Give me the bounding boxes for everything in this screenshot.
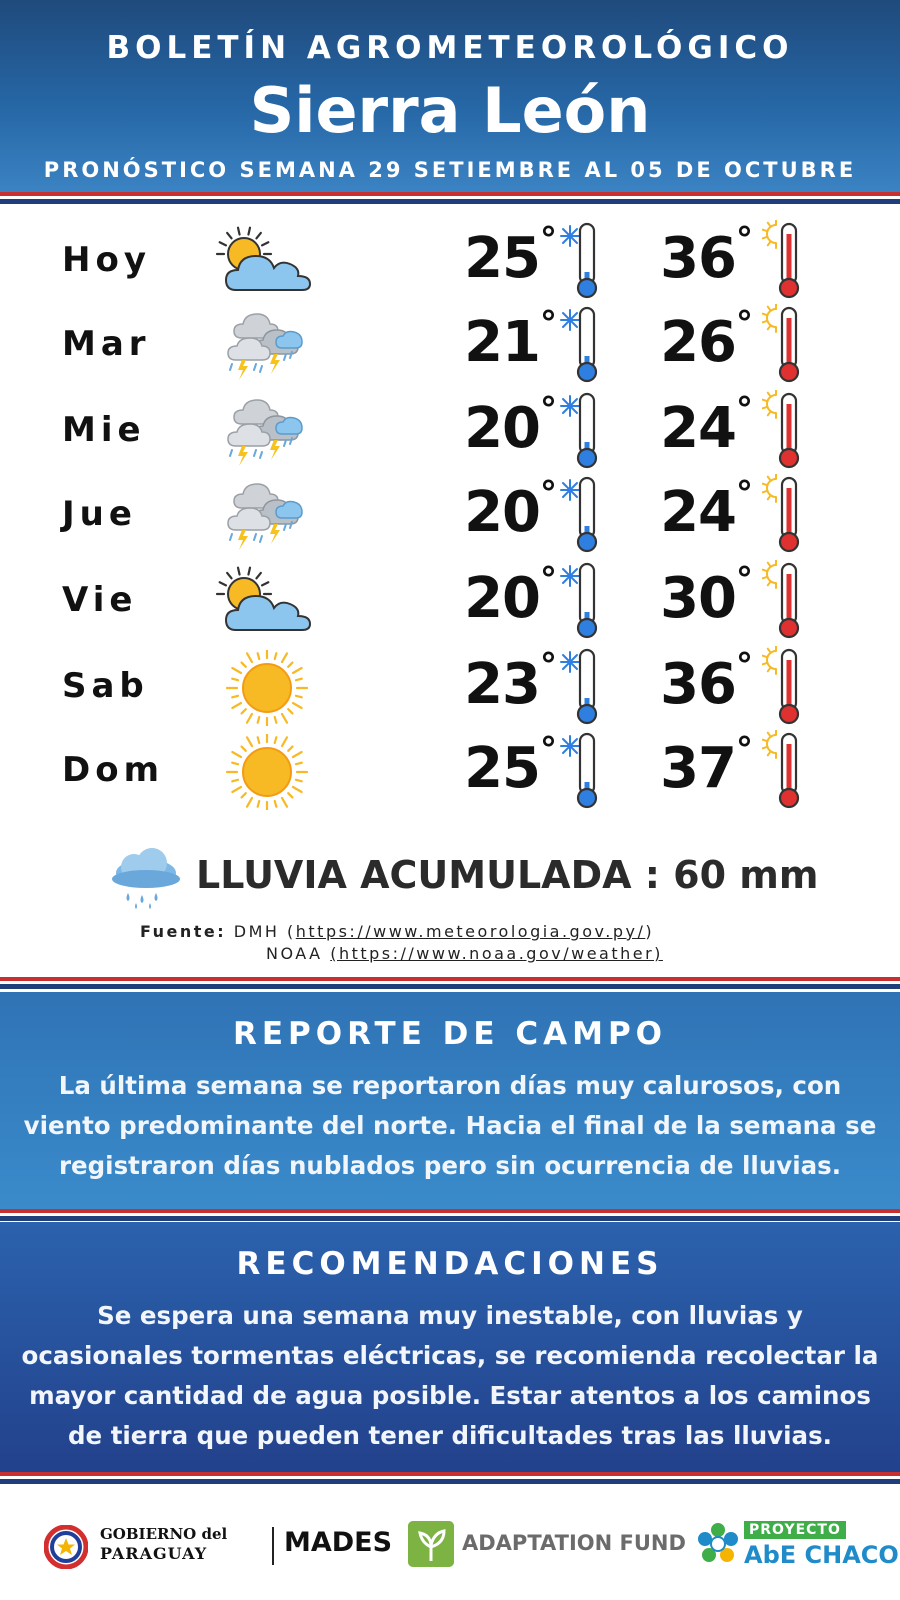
- max-temperature: 30: [660, 566, 736, 631]
- day-label: Mar: [62, 324, 151, 364]
- abe-flower-icon: [696, 1521, 740, 1567]
- cold-thermometer-icon: [560, 390, 610, 470]
- field-report-text: La última semana se reportaron días muy calurosos, con viento predominante del norte. Hacia el final de la semana se registraron días nublados pero sin ocurrencia de lluvias.: [23, 1071, 877, 1180]
- flag-stripe-bottom: [0, 1472, 900, 1484]
- thunderstorm-icon: [212, 394, 322, 470]
- source-line-1: [140, 922, 740, 941]
- max-degree-symbol: °: [736, 220, 753, 260]
- max-degree-symbol: °: [736, 304, 753, 344]
- min-degree-symbol: °: [540, 220, 557, 260]
- logo-divider: [272, 1527, 274, 1565]
- min-degree-symbol: °: [540, 474, 557, 514]
- min-temperature: 21: [464, 310, 540, 375]
- min-degree-symbol: °: [540, 304, 557, 344]
- hot-thermometer-icon: [762, 220, 812, 300]
- adaptation-fund-logo: [408, 1513, 686, 1573]
- rain-cloud-icon: [106, 847, 186, 911]
- rain-summary: [100, 845, 819, 915]
- forecast-row: [0, 474, 900, 556]
- adaptation-fund-icon: [408, 1521, 454, 1567]
- abe-chaco-text: AbE CHACO: [744, 1541, 899, 1569]
- mades-text: MADES: [284, 1527, 393, 1558]
- adaptation-fund-text: ADAPTATION FUND: [462, 1531, 686, 1555]
- cold-thermometer-icon: [560, 220, 610, 300]
- hot-thermometer-icon: [762, 304, 812, 384]
- paraguay-text: PARAGUAY: [100, 1544, 208, 1563]
- forecast-row: [0, 304, 900, 386]
- flag-stripe-mid-2: [0, 1209, 900, 1221]
- min-temperature: 20: [464, 396, 540, 461]
- header-banner: [0, 0, 900, 195]
- day-label: Sab: [62, 666, 149, 706]
- forecast-week-subtitle: PRONÓSTICO SEMANA 29 SETIEMBRE AL 05 DE OCTUBRE: [43, 158, 857, 182]
- accumulated-rain-label: LLUVIA ACUMULADA : 60 mm: [196, 853, 819, 897]
- gobierno-paraguay-logo: [44, 1513, 393, 1573]
- forecast-table: [0, 220, 900, 820]
- cold-thermometer-icon: [560, 304, 610, 384]
- flag-stripe-top: [0, 192, 900, 204]
- min-temperature: 25: [464, 736, 540, 801]
- proyecto-text: PROYECTO: [744, 1521, 846, 1539]
- min-degree-symbol: °: [540, 730, 557, 770]
- hot-thermometer-icon: [762, 646, 812, 726]
- forecast-row: [0, 646, 900, 728]
- hot-thermometer-icon: [762, 560, 812, 640]
- gobierno-text: GOBIERNO del: [100, 1525, 228, 1543]
- thunderstorm-icon: [212, 308, 322, 384]
- max-degree-symbol: °: [736, 474, 753, 514]
- cold-thermometer-icon: [560, 730, 610, 810]
- max-temperature: 37: [660, 736, 736, 801]
- sunny-icon: [212, 734, 322, 810]
- forecast-row: [0, 730, 900, 812]
- day-label: Hoy: [62, 240, 151, 280]
- source-noaa-prefix: NOAA: [266, 944, 331, 963]
- source-noaa-link[interactable]: (https://www.noaa.gov/weather): [330, 944, 663, 963]
- max-temperature: 24: [660, 480, 736, 545]
- max-degree-symbol: °: [736, 390, 753, 430]
- abe-chaco-logo: [696, 1513, 899, 1573]
- cold-thermometer-icon: [560, 646, 610, 726]
- thunderstorm-icon: [212, 478, 322, 554]
- recommendations-text: Se espera una semana muy inestable, con lluvias y ocasionales tormentas eléctricas, se recomienda recolectar la mayor cantidad de agua posible. Estar atentos a los caminos de tierra que pueden tener dificultades tras las lluvias.: [21, 1301, 879, 1450]
- partly-cloudy-icon: [212, 224, 322, 300]
- field-report-panel: [0, 992, 900, 1209]
- recommendations-panel: [0, 1222, 900, 1472]
- min-degree-symbol: °: [540, 646, 557, 686]
- footer-logos: [0, 1485, 900, 1600]
- source-label: Fuente:: [140, 922, 227, 941]
- bulletin-kicker: BOLETÍN AGROMETEOROLÓGICO: [106, 30, 794, 66]
- max-temperature: 36: [660, 226, 736, 291]
- cold-thermometer-icon: [560, 474, 610, 554]
- min-temperature: 23: [464, 652, 540, 717]
- min-temperature: 25: [464, 226, 540, 291]
- cold-thermometer-icon: [560, 560, 610, 640]
- max-degree-symbol: °: [736, 646, 753, 686]
- partly-cloudy-icon: [212, 564, 322, 640]
- min-degree-symbol: °: [540, 390, 557, 430]
- hot-thermometer-icon: [762, 730, 812, 810]
- min-temperature: 20: [464, 566, 540, 631]
- max-degree-symbol: °: [736, 730, 753, 770]
- day-label: Jue: [62, 494, 137, 534]
- max-temperature: 24: [660, 396, 736, 461]
- paraguay-seal-icon: [44, 1525, 88, 1569]
- forecast-row: [0, 390, 900, 472]
- day-label: Dom: [62, 750, 165, 790]
- recommendations-title: RECOMENDACIONES: [236, 1246, 664, 1282]
- min-temperature: 20: [464, 480, 540, 545]
- field-report-title: REPORTE DE CAMPO: [232, 1016, 668, 1052]
- hot-thermometer-icon: [762, 390, 812, 470]
- min-degree-symbol: °: [540, 560, 557, 600]
- day-label: Mie: [62, 410, 146, 450]
- source-dmh-prefix: DMH (: [233, 922, 296, 941]
- source-dmh-suffix: ): [645, 922, 655, 941]
- day-label: Vie: [62, 580, 138, 620]
- source-line-2: [266, 944, 866, 963]
- forecast-row: [0, 560, 900, 642]
- location-title: Sierra León: [249, 74, 651, 147]
- max-temperature: 26: [660, 310, 736, 375]
- forecast-row: [0, 220, 900, 302]
- sunny-icon: [212, 650, 322, 726]
- max-degree-symbol: °: [736, 560, 753, 600]
- max-temperature: 36: [660, 652, 736, 717]
- hot-thermometer-icon: [762, 474, 812, 554]
- flag-stripe-mid: [0, 977, 900, 989]
- source-dmh-link[interactable]: https://www.meteorologia.gov.py/: [295, 922, 646, 941]
